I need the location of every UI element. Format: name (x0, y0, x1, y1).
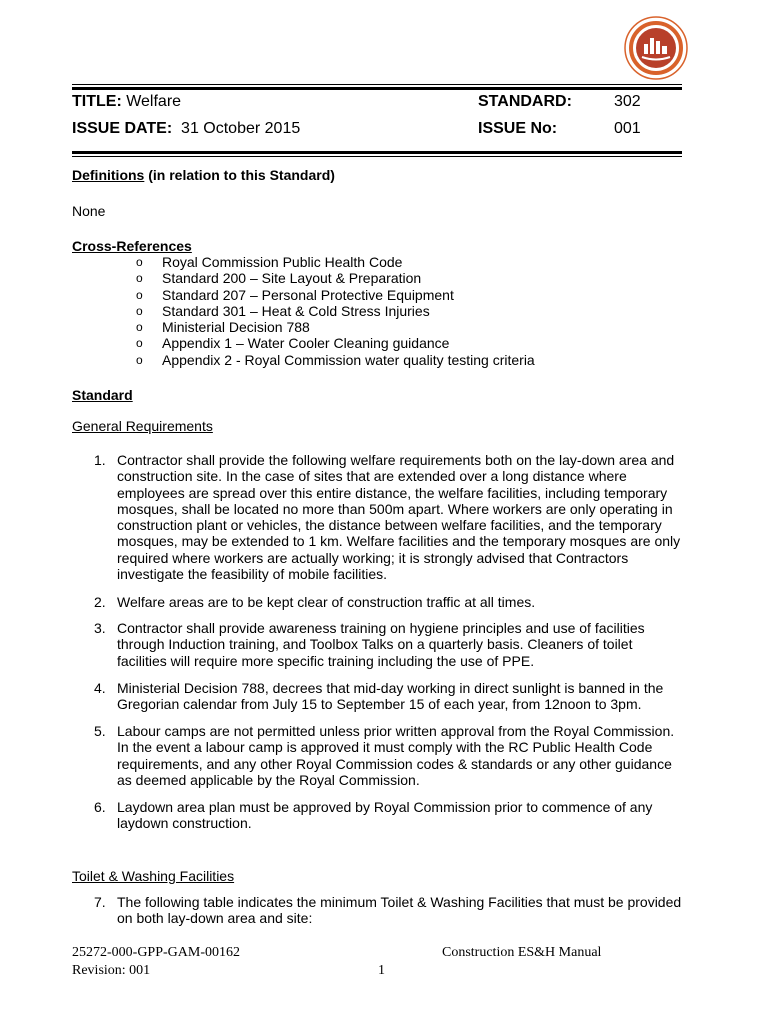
issue-no-label: ISSUE No: (478, 120, 558, 137)
list-item: o Standard 200 – Site Layout & Preparation (136, 270, 422, 287)
list-item: o Ministerial Decision 788 (136, 319, 310, 336)
footer-revision: Revision: 001 (72, 963, 151, 978)
footer-page-number: 1 (378, 963, 385, 978)
standard-value: 302 (614, 93, 641, 110)
list-item: o Royal Commission Public Health Code (136, 254, 403, 270)
header-rule-thin-top (72, 84, 682, 85)
cross-references-list (136, 254, 535, 368)
toilet-washing-heading: Toilet & Washing Facilities (72, 868, 235, 884)
royal-commission-logo (624, 16, 688, 80)
standard-label: STANDARD: (478, 93, 572, 110)
definitions-heading: Definitions (in relation to this Standard) (72, 167, 335, 183)
definitions-body: None (72, 203, 106, 219)
header-rule-thin-bottom (72, 156, 682, 157)
header-rule-thick-bottom (72, 151, 682, 154)
list-item: o Standard 301 – Heat & Cold Stress Injuries (136, 302, 430, 319)
standard-heading: Standard (72, 387, 133, 403)
issue-date-line (72, 120, 300, 138)
list-item: o Appendix 1 – Water Cooler Cleaning guidance (136, 335, 450, 352)
cross-references-heading: Cross-References (72, 238, 192, 254)
title-label: TITLE: (72, 93, 122, 110)
footer-manual-title: Construction ES&H Manual (442, 945, 602, 960)
general-requirements-heading: General Requirements (72, 418, 213, 434)
list-item: o Appendix 2 - Royal Commission water quality testing criteria (136, 351, 535, 368)
issue-date-label: ISSUE DATE: (72, 120, 173, 137)
title-line (72, 93, 181, 111)
list-item: o Standard 207 – Personal Protective Equipment (136, 286, 454, 303)
issue-date-value: 31 October 2015 (181, 120, 301, 137)
footer-doc-code: 25272-000-GPP-GAM-00162 (72, 945, 240, 960)
header-rule-thick-top (72, 87, 682, 90)
issue-no-value: 001 (614, 120, 641, 137)
title-value: Welfare (126, 93, 182, 110)
